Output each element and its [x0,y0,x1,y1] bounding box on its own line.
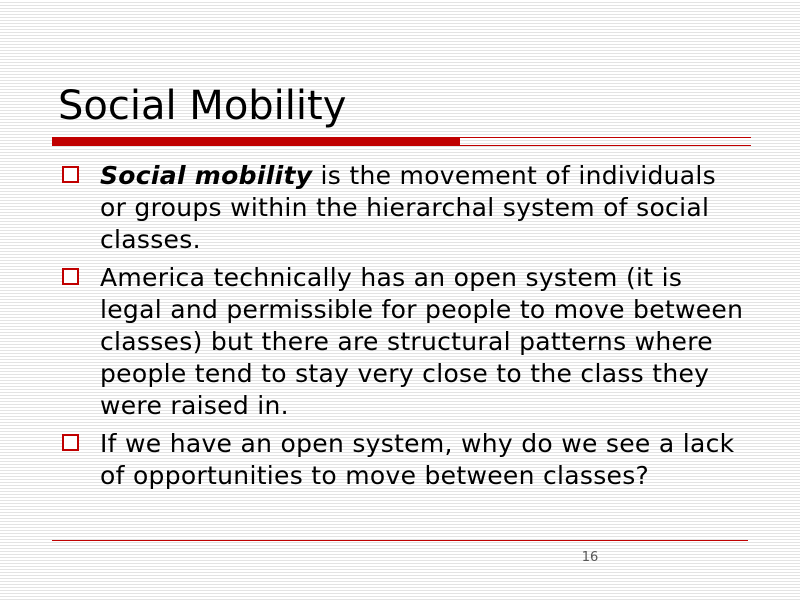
bullet-text: America technically has an open system (it is legal and permissible for people to move between classes) but there are structural patterns where people tend to stay very close to the class they were raised in. [100,263,744,420]
bullet-item-1 [58,160,748,256]
bullet-text [100,161,716,254]
slide-title: Social Mobility [58,83,347,129]
title-underline-thick [52,137,460,146]
hollow-square-bullet-icon [62,434,79,451]
footer-divider [52,540,748,541]
bullet-text: If we have an open system, why do we see a lack of opportunities to move between classes? [100,429,735,490]
bullet-term: Social mobility [100,161,313,190]
bullet-item-2 [58,262,748,422]
page-number: 16 [581,550,599,565]
bullet-item-3 [58,428,748,492]
title-underline-thin-top [460,137,751,138]
bullet-body: is the movement of individuals or groups within the hierarchal system of social classes. [100,161,716,254]
hollow-square-bullet-icon [62,166,79,183]
hollow-square-bullet-icon [62,268,79,285]
title-underline-thin-bottom [460,145,751,146]
bullet-list [58,160,748,498]
